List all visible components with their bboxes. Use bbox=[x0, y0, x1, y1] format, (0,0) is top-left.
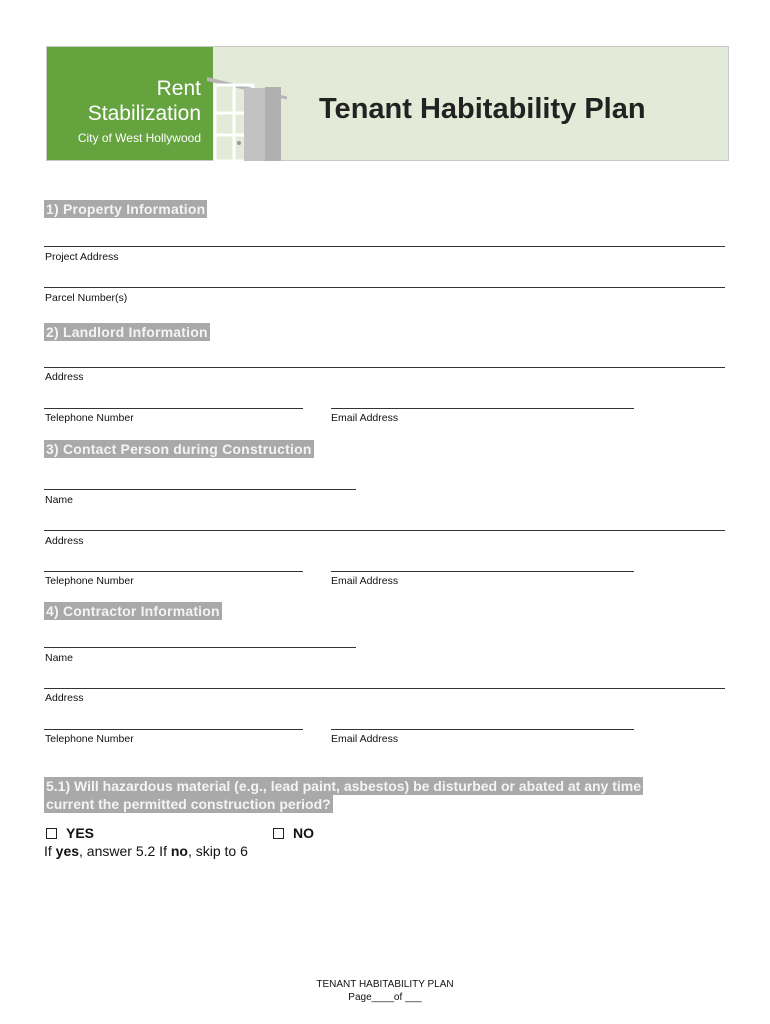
section-contractor-heading: 4) Contractor Information bbox=[46, 603, 220, 619]
contact-email-label: Email Address bbox=[331, 575, 399, 587]
header-banner bbox=[46, 46, 729, 161]
section-hazard-question bbox=[44, 777, 684, 813]
parcel-number-field[interactable] bbox=[44, 287, 725, 288]
contact-email-field[interactable] bbox=[331, 571, 634, 572]
contractor-email-label: Email Address bbox=[331, 733, 399, 745]
contact-name-label: Name bbox=[45, 494, 74, 506]
brand-panel bbox=[47, 47, 213, 160]
contact-telephone-label: Telephone Number bbox=[45, 575, 134, 587]
landlord-telephone-field[interactable] bbox=[44, 408, 303, 409]
contractor-name-field[interactable] bbox=[44, 647, 356, 648]
yes-label: YES bbox=[66, 825, 95, 841]
footer-title: TENANT HABITABILITY PLAN bbox=[316, 979, 454, 990]
contact-telephone-field[interactable] bbox=[44, 571, 303, 572]
parcel-number-label: Parcel Number(s) bbox=[45, 292, 128, 304]
contact-name-field[interactable] bbox=[44, 489, 356, 490]
no-label: NO bbox=[293, 825, 314, 841]
no-checkbox[interactable] bbox=[273, 828, 284, 839]
section-contact-heading: 3) Contact Person during Construction bbox=[46, 441, 312, 457]
contact-address-label: Address bbox=[45, 535, 84, 547]
page-title: Tenant Habitability Plan bbox=[319, 93, 646, 125]
section-landlord-heading: 2) Landlord Information bbox=[46, 324, 208, 340]
contractor-name-label: Name bbox=[45, 652, 74, 664]
project-address-field[interactable] bbox=[44, 246, 725, 247]
brand-stabilization: Stabilization bbox=[87, 102, 201, 125]
building-logo-icon bbox=[207, 73, 287, 161]
landlord-email-label: Email Address bbox=[331, 412, 399, 424]
contractor-address-label: Address bbox=[45, 692, 84, 704]
yes-option[interactable] bbox=[46, 825, 94, 841]
hazard-question-line2: current the permitted construction period? bbox=[46, 796, 331, 812]
hazard-instruction: If yes, answer 5.2 If no, skip to 6 bbox=[44, 843, 248, 859]
contractor-telephone-field[interactable] bbox=[44, 729, 303, 730]
no-option[interactable] bbox=[273, 825, 314, 841]
contact-address-field[interactable] bbox=[44, 530, 725, 531]
landlord-telephone-label: Telephone Number bbox=[45, 412, 134, 424]
contractor-email-field[interactable] bbox=[331, 729, 634, 730]
hazard-question-line1: 5.1) Will hazardous material (e.g., lead paint, asbestos) be disturbed or abated at any time bbox=[46, 778, 642, 794]
landlord-address-field[interactable] bbox=[44, 367, 725, 368]
footer-page-number: Page____of ___ bbox=[348, 992, 422, 1003]
brand-rent: Rent bbox=[156, 77, 201, 100]
landlord-email-field[interactable] bbox=[331, 408, 634, 409]
landlord-address-label: Address bbox=[45, 371, 84, 383]
contractor-address-field[interactable] bbox=[44, 688, 725, 689]
project-address-label: Project Address bbox=[45, 251, 119, 263]
brand-city: City of West Hollywood bbox=[77, 131, 201, 145]
yes-checkbox[interactable] bbox=[46, 828, 57, 839]
contractor-telephone-label: Telephone Number bbox=[45, 733, 134, 745]
section-property-heading: 1) Property Information bbox=[46, 201, 206, 217]
